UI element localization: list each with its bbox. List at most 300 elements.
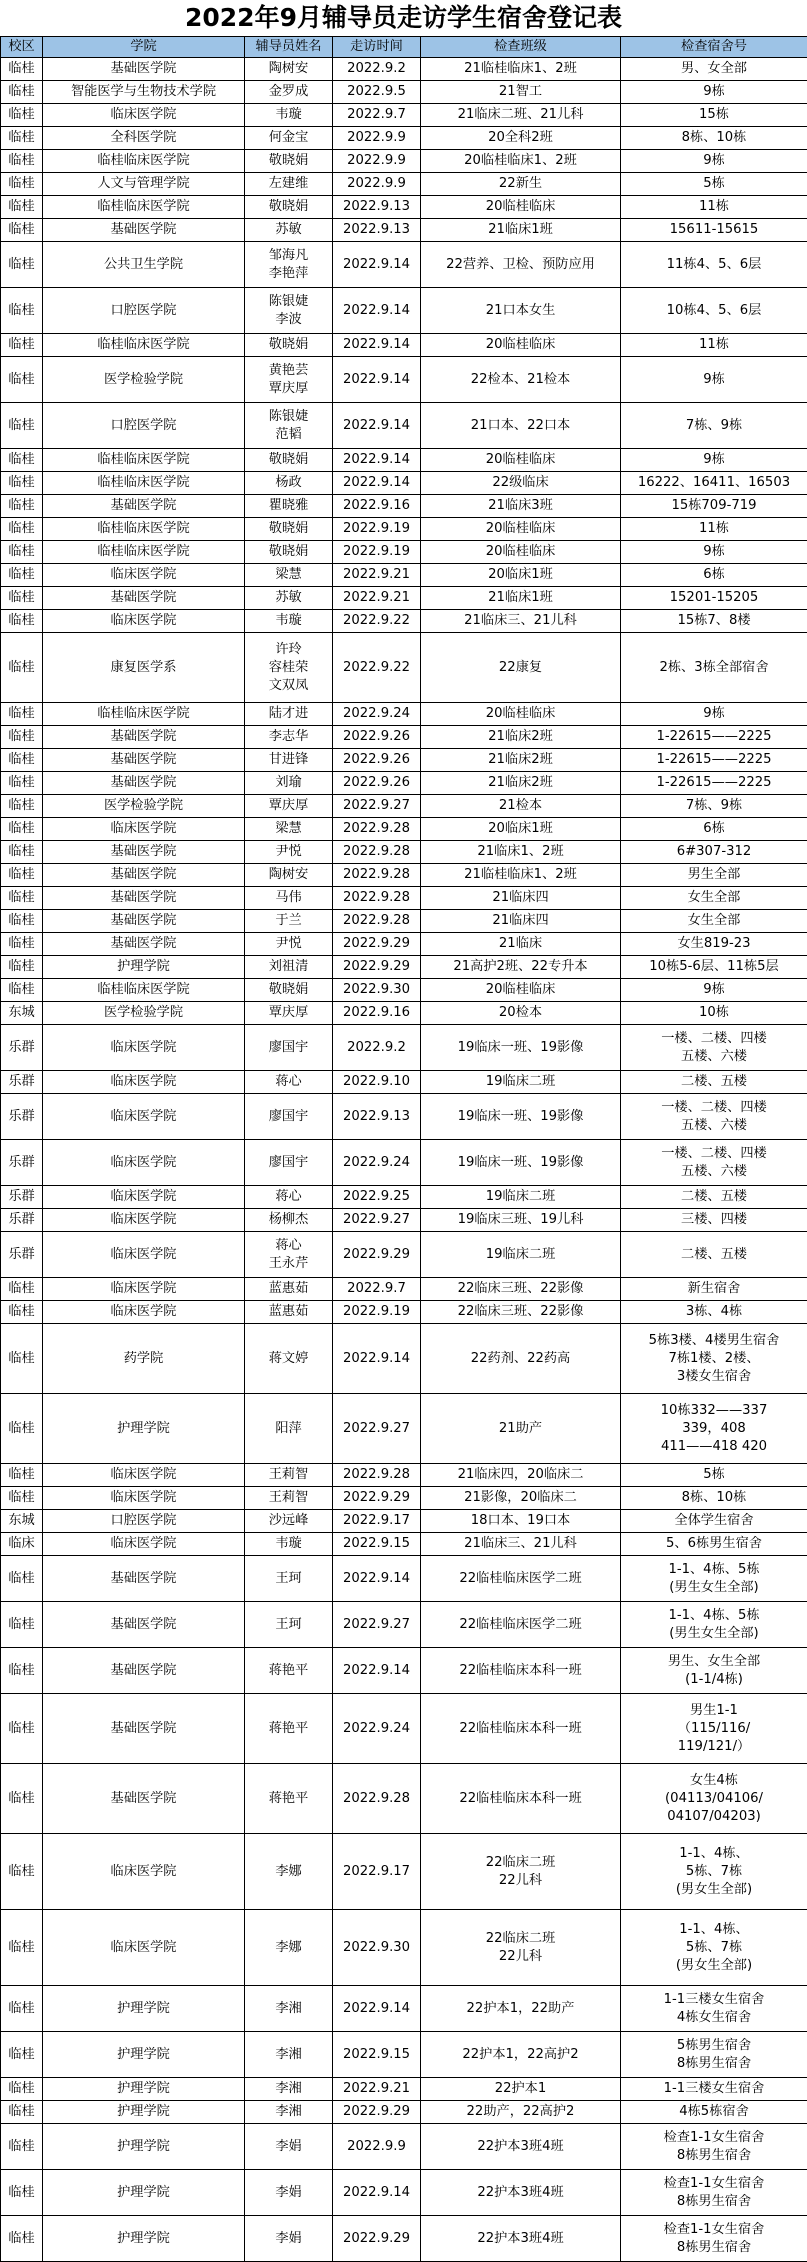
cell-counselor: 陶树安 xyxy=(245,864,333,887)
cell-class: 21高护2班、22专升本 xyxy=(421,956,621,979)
cell-visit-date: 2022.9.7 xyxy=(333,1278,421,1301)
cell-dorm: 15611-15615 xyxy=(621,219,807,242)
cell-campus: 乐群 xyxy=(1,1094,43,1140)
cell-dorm: 检查1-1女生宿舍 8栋男生宿舍 xyxy=(621,2170,807,2216)
cell-college: 临床医学院 xyxy=(43,1140,245,1186)
cell-college: 基础医学院 xyxy=(43,1694,245,1764)
cell-college: 护理学院 xyxy=(43,2032,245,2078)
cell-visit-date: 2022.9.29 xyxy=(333,2216,421,2262)
cell-college: 基础医学院 xyxy=(43,726,245,749)
cell-counselor: 刘瑜 xyxy=(245,772,333,795)
cell-college: 临床医学院 xyxy=(43,1278,245,1301)
cell-visit-date: 2022.9.28 xyxy=(333,1764,421,1834)
cell-college: 康复医学系 xyxy=(43,633,245,703)
cell-class: 21临床四 xyxy=(421,887,621,910)
cell-dorm: 1-1三楼女生宿舍 xyxy=(621,2078,807,2101)
table-row xyxy=(1,564,807,587)
cell-college: 临床医学院 xyxy=(43,1464,245,1487)
cell-class: 21临床1班 xyxy=(421,587,621,610)
table-row xyxy=(1,1487,807,1510)
cell-dorm: 9栋 xyxy=(621,703,807,726)
cell-class: 22临桂临床本科一班 xyxy=(421,1694,621,1764)
cell-counselor: 蒋心 王永芹 xyxy=(245,1232,333,1278)
cell-class: 20临桂临床 xyxy=(421,518,621,541)
cell-counselor: 梁慧 xyxy=(245,818,333,841)
cell-dorm: 6#307-312 xyxy=(621,841,807,864)
cell-class: 19临床一班、19影像 xyxy=(421,1025,621,1071)
cell-campus: 临桂 xyxy=(1,1694,43,1764)
cell-campus: 临桂 xyxy=(1,1556,43,1602)
cell-counselor: 梁慧 xyxy=(245,564,333,587)
cell-dorm: 一楼、二楼、四楼 五楼、六楼 xyxy=(621,1025,807,1071)
cell-class: 22护本1，22助产 xyxy=(421,1986,621,2032)
cell-class: 20检本 xyxy=(421,1002,621,1025)
cell-class: 21临床 xyxy=(421,933,621,956)
cell-college: 口腔医学院 xyxy=(43,403,245,449)
cell-visit-date: 2022.9.28 xyxy=(333,887,421,910)
cell-dorm: 15栋7、8楼 xyxy=(621,610,807,633)
table-row xyxy=(1,403,807,449)
table-row xyxy=(1,1071,807,1094)
cell-visit-date: 2022.9.29 xyxy=(333,933,421,956)
table-row xyxy=(1,587,807,610)
cell-counselor: 敬晓娟 xyxy=(245,196,333,219)
cell-campus: 临桂 xyxy=(1,864,43,887)
table-row xyxy=(1,1209,807,1232)
cell-counselor: 李娜 xyxy=(245,1910,333,1986)
cell-class: 21临床四，20临床二 xyxy=(421,1464,621,1487)
cell-visit-date: 2022.9.19 xyxy=(333,541,421,564)
cell-college: 全科医学院 xyxy=(43,127,245,150)
cell-counselor: 覃庆厚 xyxy=(245,1002,333,1025)
cell-visit-date: 2022.9.14 xyxy=(333,1556,421,1602)
cell-counselor: 左建维 xyxy=(245,173,333,196)
cell-campus: 临桂 xyxy=(1,104,43,127)
table-row xyxy=(1,772,807,795)
cell-counselor: 沙远峰 xyxy=(245,1510,333,1533)
cell-dorm: 二楼、五楼 xyxy=(621,1071,807,1094)
table-row xyxy=(1,127,807,150)
cell-college: 临桂临床医学院 xyxy=(43,196,245,219)
table-row xyxy=(1,1186,807,1209)
cell-dorm: 女生全部 xyxy=(621,887,807,910)
cell-counselor: 韦璇 xyxy=(245,1533,333,1556)
cell-college: 临桂临床医学院 xyxy=(43,979,245,1002)
cell-college: 临桂临床医学院 xyxy=(43,449,245,472)
cell-dorm: 6栋 xyxy=(621,564,807,587)
table-row xyxy=(1,703,807,726)
cell-visit-date: 2022.9.27 xyxy=(333,1602,421,1648)
cell-counselor: 陶树安 xyxy=(245,58,333,81)
cell-class: 22临床二班 22儿科 xyxy=(421,1910,621,1986)
cell-campus: 乐群 xyxy=(1,1071,43,1094)
cell-visit-date: 2022.9.13 xyxy=(333,1094,421,1140)
cell-class: 21影像，20临床二 xyxy=(421,1487,621,1510)
cell-visit-date: 2022.9.14 xyxy=(333,334,421,357)
cell-class: 22护本3班4班 xyxy=(421,2124,621,2170)
cell-dorm: 7栋、9栋 xyxy=(621,403,807,449)
cell-dorm: 8栋、10栋 xyxy=(621,127,807,150)
cell-counselor: 王莉智 xyxy=(245,1487,333,1510)
cell-visit-date: 2022.9.14 xyxy=(333,1986,421,2032)
cell-campus: 临桂 xyxy=(1,219,43,242)
cell-class: 22营养、卫检、预防应用 xyxy=(421,242,621,288)
header-counselor: 辅导员姓名 xyxy=(245,37,333,58)
cell-counselor: 廖国宇 xyxy=(245,1140,333,1186)
cell-college: 基础医学院 xyxy=(43,841,245,864)
cell-visit-date: 2022.9.21 xyxy=(333,2078,421,2101)
cell-visit-date: 2022.9.15 xyxy=(333,2032,421,2078)
table-row xyxy=(1,956,807,979)
visit-table xyxy=(0,36,807,2262)
cell-dorm: 9栋 xyxy=(621,150,807,173)
cell-class: 21临床1班 xyxy=(421,219,621,242)
cell-college: 基础医学院 xyxy=(43,749,245,772)
cell-counselor: 敬晓娟 xyxy=(245,541,333,564)
cell-dorm: 二楼、五楼 xyxy=(621,1232,807,1278)
cell-counselor: 敬晓娟 xyxy=(245,518,333,541)
header-row xyxy=(1,37,807,58)
cell-class: 21口本、22口本 xyxy=(421,403,621,449)
table-row xyxy=(1,242,807,288)
cell-visit-date: 2022.9.13 xyxy=(333,196,421,219)
cell-visit-date: 2022.9.16 xyxy=(333,495,421,518)
cell-visit-date: 2022.9.26 xyxy=(333,749,421,772)
cell-counselor: 尹悦 xyxy=(245,933,333,956)
cell-dorm: 7栋、9栋 xyxy=(621,795,807,818)
cell-visit-date: 2022.9.14 xyxy=(333,288,421,334)
table-row xyxy=(1,1025,807,1071)
cell-counselor: 敬晓娟 xyxy=(245,150,333,173)
cell-counselor: 何金宝 xyxy=(245,127,333,150)
cell-college: 临床医学院 xyxy=(43,104,245,127)
table-row xyxy=(1,726,807,749)
cell-college: 临床医学院 xyxy=(43,1834,245,1910)
cell-counselor: 王莉智 xyxy=(245,1464,333,1487)
cell-counselor: 刘祖清 xyxy=(245,956,333,979)
table-row xyxy=(1,357,807,403)
cell-class: 22临床三班、22影像 xyxy=(421,1301,621,1324)
cell-visit-date: 2022.9.21 xyxy=(333,564,421,587)
cell-class: 21临床2班 xyxy=(421,749,621,772)
cell-campus: 临桂 xyxy=(1,81,43,104)
cell-campus: 临桂 xyxy=(1,979,43,1002)
cell-college: 临床医学院 xyxy=(43,564,245,587)
cell-college: 基础医学院 xyxy=(43,587,245,610)
cell-campus: 临桂 xyxy=(1,933,43,956)
cell-visit-date: 2022.9.27 xyxy=(333,795,421,818)
cell-counselor: 蒋艳平 xyxy=(245,1764,333,1834)
cell-college: 基础医学院 xyxy=(43,910,245,933)
cell-counselor: 李志华 xyxy=(245,726,333,749)
cell-campus: 临桂 xyxy=(1,242,43,288)
cell-counselor: 李湘 xyxy=(245,2101,333,2124)
cell-counselor: 蒋艳平 xyxy=(245,1648,333,1694)
cell-class: 22临桂临床本科一班 xyxy=(421,1648,621,1694)
cell-class: 20临桂临床 xyxy=(421,703,621,726)
header-college: 学院 xyxy=(43,37,245,58)
cell-class: 22新生 xyxy=(421,173,621,196)
cell-college: 护理学院 xyxy=(43,2101,245,2124)
cell-dorm: 10栋4、5、6层 xyxy=(621,288,807,334)
cell-campus: 临桂 xyxy=(1,887,43,910)
cell-college: 基础医学院 xyxy=(43,887,245,910)
cell-visit-date: 2022.9.24 xyxy=(333,1694,421,1764)
cell-dorm: 9栋 xyxy=(621,81,807,104)
cell-campus: 临桂 xyxy=(1,564,43,587)
sheet-title: 2022年9月辅导员走访学生宿舍登记表 xyxy=(0,0,807,36)
cell-campus: 临桂 xyxy=(1,1324,43,1394)
cell-counselor: 杨政 xyxy=(245,472,333,495)
cell-visit-date: 2022.9.14 xyxy=(333,357,421,403)
table-row xyxy=(1,795,807,818)
cell-counselor: 陈银婕 李波 xyxy=(245,288,333,334)
cell-campus: 乐群 xyxy=(1,1232,43,1278)
cell-dorm: 6栋 xyxy=(621,818,807,841)
table-row xyxy=(1,104,807,127)
table-row xyxy=(1,2124,807,2170)
cell-college: 临桂临床医学院 xyxy=(43,541,245,564)
cell-visit-date: 2022.9.16 xyxy=(333,1002,421,1025)
table-row xyxy=(1,1834,807,1910)
cell-dorm: 5栋3楼、4楼男生宿舍 7栋1楼、2楼、 3楼女生宿舍 xyxy=(621,1324,807,1394)
cell-visit-date: 2022.9.28 xyxy=(333,818,421,841)
cell-campus: 临桂 xyxy=(1,703,43,726)
cell-campus: 临桂 xyxy=(1,956,43,979)
cell-dorm: 9栋 xyxy=(621,979,807,1002)
cell-visit-date: 2022.9.29 xyxy=(333,2101,421,2124)
cell-campus: 临桂 xyxy=(1,1910,43,1986)
cell-campus: 临桂 xyxy=(1,1487,43,1510)
cell-class: 20临桂临床 xyxy=(421,979,621,1002)
table-row xyxy=(1,541,807,564)
cell-campus: 临桂 xyxy=(1,2216,43,2262)
cell-campus: 临桂 xyxy=(1,841,43,864)
cell-class: 20临床1班 xyxy=(421,564,621,587)
cell-campus: 临桂 xyxy=(1,1648,43,1694)
cell-dorm: 女生全部 xyxy=(621,910,807,933)
cell-college: 医学检验学院 xyxy=(43,795,245,818)
cell-dorm: 15栋709-719 xyxy=(621,495,807,518)
cell-visit-date: 2022.9.26 xyxy=(333,772,421,795)
table-row xyxy=(1,1094,807,1140)
cell-counselor: 李娟 xyxy=(245,2170,333,2216)
cell-campus: 临桂 xyxy=(1,2078,43,2101)
cell-class: 21临桂临床1、2班 xyxy=(421,58,621,81)
cell-visit-date: 2022.9.9 xyxy=(333,173,421,196)
cell-campus: 临桂 xyxy=(1,1764,43,1834)
cell-visit-date: 2022.9.26 xyxy=(333,726,421,749)
table-row xyxy=(1,2101,807,2124)
cell-visit-date: 2022.9.13 xyxy=(333,219,421,242)
cell-counselor: 廖国宇 xyxy=(245,1025,333,1071)
cell-class: 22护本1，22高护2 xyxy=(421,2032,621,2078)
cell-dorm: 一楼、二楼、四楼 五楼、六楼 xyxy=(621,1094,807,1140)
cell-dorm: 15栋 xyxy=(621,104,807,127)
cell-counselor: 瞿晓雅 xyxy=(245,495,333,518)
cell-campus: 临桂 xyxy=(1,196,43,219)
cell-dorm: 10栋5-6层、11栋5层 xyxy=(621,956,807,979)
cell-dorm: 检查1-1女生宿舍 8栋男生宿舍 xyxy=(621,2124,807,2170)
cell-dorm: 11栋 xyxy=(621,334,807,357)
table-row xyxy=(1,749,807,772)
cell-college: 护理学院 xyxy=(43,2124,245,2170)
cell-class: 22临桂临床本科一班 xyxy=(421,1764,621,1834)
cell-campus: 乐群 xyxy=(1,1209,43,1232)
cell-class: 21检本 xyxy=(421,795,621,818)
cell-campus: 临桂 xyxy=(1,2101,43,2124)
table-row xyxy=(1,2078,807,2101)
cell-college: 基础医学院 xyxy=(43,1764,245,1834)
cell-class: 21智工 xyxy=(421,81,621,104)
cell-dorm: 10栋332——337 339，408 411——418 420 xyxy=(621,1394,807,1464)
cell-dorm: 2栋、3栋全部宿舍 xyxy=(621,633,807,703)
table-row xyxy=(1,1278,807,1301)
cell-visit-date: 2022.9.7 xyxy=(333,104,421,127)
cell-class: 19临床一班、19影像 xyxy=(421,1140,621,1186)
cell-campus: 临桂 xyxy=(1,795,43,818)
cell-college: 临床医学院 xyxy=(43,1232,245,1278)
cell-counselor: 苏敏 xyxy=(245,219,333,242)
cell-dorm: 1-22615——2225 xyxy=(621,772,807,795)
table-row xyxy=(1,1510,807,1533)
cell-counselor: 蓝惠茹 xyxy=(245,1301,333,1324)
cell-visit-date: 2022.9.19 xyxy=(333,1301,421,1324)
cell-college: 临床医学院 xyxy=(43,610,245,633)
table-row xyxy=(1,1986,807,2032)
cell-campus: 临桂 xyxy=(1,1394,43,1464)
cell-class: 22临桂临床医学二班 xyxy=(421,1602,621,1648)
cell-counselor: 王珂 xyxy=(245,1602,333,1648)
cell-dorm: 5、6栋男生宿舍 xyxy=(621,1533,807,1556)
cell-class: 21临床1、2班 xyxy=(421,841,621,864)
cell-visit-date: 2022.9.28 xyxy=(333,910,421,933)
cell-college: 临床医学院 xyxy=(43,1071,245,1094)
table-row xyxy=(1,1556,807,1602)
cell-class: 22临床二班 22儿科 xyxy=(421,1834,621,1910)
cell-class: 22检本、21检本 xyxy=(421,357,621,403)
cell-class: 20临桂临床 xyxy=(421,541,621,564)
cell-dorm: 3栋、4栋 xyxy=(621,1301,807,1324)
cell-campus: 东城 xyxy=(1,1002,43,1025)
cell-counselor: 阳萍 xyxy=(245,1394,333,1464)
cell-counselor: 蓝惠茹 xyxy=(245,1278,333,1301)
cell-class: 20全科2班 xyxy=(421,127,621,150)
cell-class: 21口本女生 xyxy=(421,288,621,334)
cell-college: 医学检验学院 xyxy=(43,357,245,403)
cell-college: 护理学院 xyxy=(43,2170,245,2216)
cell-campus: 临桂 xyxy=(1,472,43,495)
cell-class: 20临桂临床1、2班 xyxy=(421,150,621,173)
cell-dorm: 1-1三楼女生宿舍 4栋女生宿舍 xyxy=(621,1986,807,2032)
cell-counselor: 金罗成 xyxy=(245,81,333,104)
cell-dorm: 11栋 xyxy=(621,196,807,219)
cell-counselor: 蒋艳平 xyxy=(245,1694,333,1764)
cell-campus: 临桂 xyxy=(1,403,43,449)
cell-counselor: 覃庆厚 xyxy=(245,795,333,818)
cell-counselor: 敬晓娟 xyxy=(245,334,333,357)
cell-counselor: 黄艳芸 覃庆厚 xyxy=(245,357,333,403)
cell-visit-date: 2022.9.14 xyxy=(333,1648,421,1694)
cell-dorm: 5栋男生宿舍 8栋男生宿舍 xyxy=(621,2032,807,2078)
cell-college: 临床医学院 xyxy=(43,1487,245,1510)
cell-counselor: 敬晓娟 xyxy=(245,979,333,1002)
cell-counselor: 甘进锋 xyxy=(245,749,333,772)
cell-class: 21临床四 xyxy=(421,910,621,933)
table-row xyxy=(1,495,807,518)
cell-class: 21临床三、21儿科 xyxy=(421,1533,621,1556)
cell-campus: 临桂 xyxy=(1,127,43,150)
cell-campus: 临桂 xyxy=(1,541,43,564)
table-row xyxy=(1,841,807,864)
cell-counselor: 陆才进 xyxy=(245,703,333,726)
cell-class: 21临桂临床1、2班 xyxy=(421,864,621,887)
cell-visit-date: 2022.9.29 xyxy=(333,1487,421,1510)
cell-campus: 临桂 xyxy=(1,587,43,610)
cell-campus: 临桂 xyxy=(1,1834,43,1910)
cell-college: 智能医学与生物技术学院 xyxy=(43,81,245,104)
table-row xyxy=(1,334,807,357)
cell-visit-date: 2022.9.17 xyxy=(333,1834,421,1910)
cell-class: 22助产，22高护2 xyxy=(421,2101,621,2124)
cell-visit-date: 2022.9.27 xyxy=(333,1209,421,1232)
cell-counselor: 王珂 xyxy=(245,1556,333,1602)
table-row xyxy=(1,633,807,703)
cell-dorm: 16222、16411、16503 xyxy=(621,472,807,495)
cell-campus: 临桂 xyxy=(1,495,43,518)
cell-visit-date: 2022.9.29 xyxy=(333,956,421,979)
cell-campus: 临桂 xyxy=(1,518,43,541)
header-visit-date: 走访时间 xyxy=(333,37,421,58)
table-row xyxy=(1,1301,807,1324)
table-row xyxy=(1,818,807,841)
cell-campus: 临桂 xyxy=(1,150,43,173)
cell-campus: 临桂 xyxy=(1,1301,43,1324)
cell-college: 基础医学院 xyxy=(43,1602,245,1648)
cell-campus: 临桂 xyxy=(1,334,43,357)
cell-visit-date: 2022.9.22 xyxy=(333,633,421,703)
cell-college: 临床医学院 xyxy=(43,1533,245,1556)
cell-dorm: 检查1-1女生宿舍 8栋男生宿舍 xyxy=(621,2216,807,2262)
cell-class: 22级临床 xyxy=(421,472,621,495)
cell-dorm: 女生819-23 xyxy=(621,933,807,956)
cell-class: 22药剂、22药高 xyxy=(421,1324,621,1394)
cell-class: 22护本3班4班 xyxy=(421,2170,621,2216)
cell-campus: 临桂 xyxy=(1,2124,43,2170)
cell-visit-date: 2022.9.29 xyxy=(333,1232,421,1278)
cell-counselor: 韦璇 xyxy=(245,104,333,127)
cell-campus: 临桂 xyxy=(1,2170,43,2216)
cell-college: 临床医学院 xyxy=(43,1186,245,1209)
cell-college: 基础医学院 xyxy=(43,495,245,518)
cell-dorm: 一楼、二楼、四楼 五楼、六楼 xyxy=(621,1140,807,1186)
cell-college: 公共卫生学院 xyxy=(43,242,245,288)
cell-counselor: 邹海凡 李艳萍 xyxy=(245,242,333,288)
cell-visit-date: 2022.9.9 xyxy=(333,150,421,173)
cell-campus: 临桂 xyxy=(1,173,43,196)
cell-dorm: 1-1、4栋、5栋 (男生女生全部) xyxy=(621,1602,807,1648)
cell-college: 临床医学院 xyxy=(43,1025,245,1071)
cell-college: 临床医学院 xyxy=(43,1301,245,1324)
cell-campus: 乐群 xyxy=(1,1140,43,1186)
table-row xyxy=(1,1533,807,1556)
table-row xyxy=(1,449,807,472)
cell-class: 21临床三、21儿科 xyxy=(421,610,621,633)
cell-counselor: 蒋文婷 xyxy=(245,1324,333,1394)
cell-campus: 东城 xyxy=(1,1510,43,1533)
cell-college: 口腔医学院 xyxy=(43,1510,245,1533)
table-row xyxy=(1,910,807,933)
